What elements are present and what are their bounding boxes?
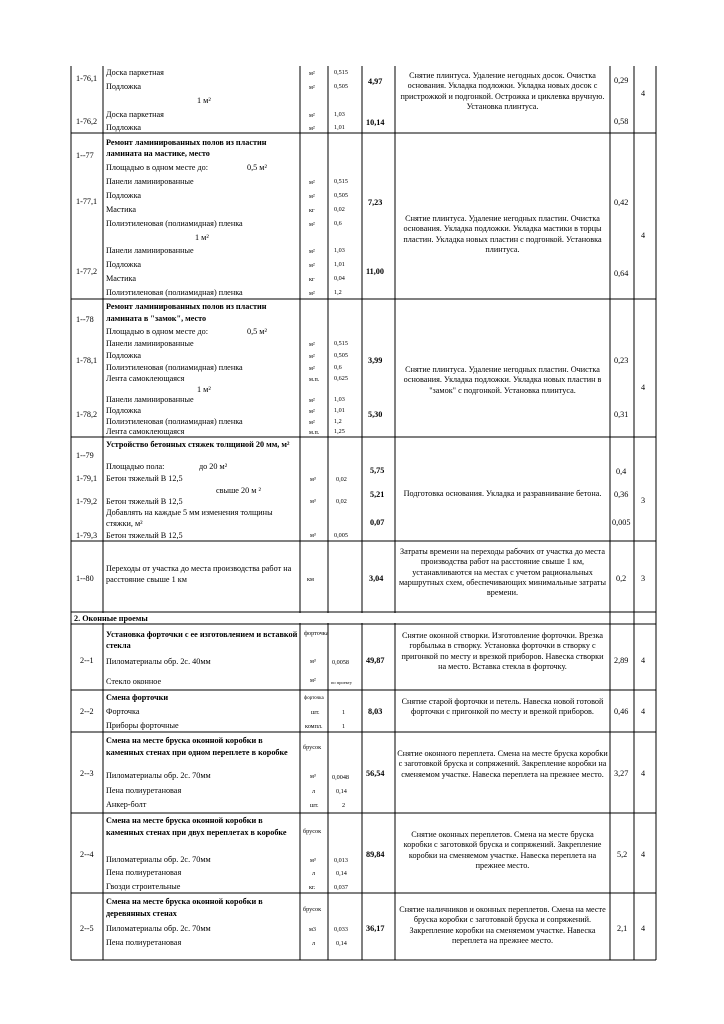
section-title: Смена на месте бруска оконной коробки в каменных стенах при двух переплетах в коробке [106,816,287,837]
category-coef: 2,89 [614,656,629,665]
material-name: Пена полиуретановая [106,868,182,877]
unit: л [312,870,316,877]
category-coef: 0,005 [612,518,631,527]
material-name: Подложка [106,351,142,360]
unit: м² [309,84,315,91]
material-name: Бетон тяжелый В 12,5 [106,497,183,506]
unit: км [307,576,314,583]
section-title: Смена на месте бруска оконной коробки в деревянных стенах [106,897,263,918]
row-code: 2--1 [80,656,94,665]
material-name: Лента самоклеющаяся [106,374,185,383]
subgroup-label: 1 м² [195,233,209,242]
unit: брусок [303,828,322,835]
norm-value: 0,04 [334,275,345,282]
unit: м² [309,365,315,372]
section-title: Переходы от участка до места производства работ на расстояние свыше 1 км [106,564,292,584]
work-description: Снятие плинтуса. Удаление негодных пластин. Очистка основания. Укладка подложки. Укладка мастики в торцы пластин. Укладка новых пластин с подгонкой. Установка плинтуса. [403,214,602,254]
unit: м³ [310,773,316,780]
unit: компл. [305,723,323,730]
norm-value: 1,03 [334,247,345,254]
material-name: Гвозди строительные [106,882,181,891]
material-name: Пена полиуретановая [106,938,182,947]
material-name: Панели ламинированные [106,339,194,348]
worker-grade: 3 [641,574,646,583]
material-name: Форточка [106,707,140,716]
norm-value: 0,14 [336,870,347,877]
material-name: Подложка [106,191,142,200]
material-name: Пиломатериалы обр. 2с. 70мм [106,924,211,933]
unit: шт. [310,802,319,809]
work-description: Снятие плинтуса. Удаление негодных пластин. Очистка основания. Укладка подложки. Укладка новых пластин в "замок" с подгонкой. Установка плинтуса. [403,365,602,395]
area-label: Площадью в одном месте до: [106,327,209,336]
norm-value: по проекту [331,680,353,685]
material-name: Приборы форточные [106,721,179,730]
norm-value: 0,6 [334,220,342,227]
worker-grade: 4 [641,383,646,392]
material-name: Пена полиуретановая [106,786,182,795]
row-code: 1-79,2 [76,497,98,506]
norm-value: 0,013 [334,857,348,864]
unit: м² [309,262,315,269]
category-coef: 0,42 [614,198,629,207]
material-name: Пиломатериалы обр. 2с. 70мм [106,855,211,864]
section-title: Ремонт ламинированных полов из пластин ламината на мастике, место [106,138,267,158]
work-description: Затраты времени на переходы рабочих от участка до места производства работ на расстояние свыше 1 км, устанавливаются на местах с учетом рациональных маршрутных схем, обеспечивающих минимальные затраты времени. [399,547,606,598]
norm-value: 1,2 [334,289,342,296]
norm-value: 1,03 [334,396,345,403]
unit: м² [309,408,315,415]
work-description: Снятие оконной створки. Изготовление форточки. Врезка горбылька в створку. Установка форточки в створку с пригонкой по месту и врезкой приборов. Навеска створки на место. Вставка стекла в форточку. [401,631,604,671]
unit: м² [309,221,315,228]
subgroup-label: свыше 20 м ² [216,486,261,495]
unit: м³ [310,532,316,539]
norm-value: 0,14 [336,788,347,795]
time-norm: 5,21 [370,490,385,499]
category-coef: 0,4 [616,467,627,476]
unit: л [312,788,316,795]
area-label: Площадью пола: [106,462,165,471]
material-name: Подложка [106,406,142,415]
unit: м² [309,397,315,404]
norm-value: 0,037 [334,884,348,891]
material-name: Панели ламинированные [106,177,194,186]
unit: м² [309,125,315,132]
norm-value: 0,505 [334,352,348,359]
work-description: Снятие старой форточки и петель. Навеска новой готовой форточки с пригонкой по месту и врезкой приборов. [401,697,604,717]
material-name: Панели ламинированные [106,246,194,255]
norm-value: 0,02 [336,476,347,483]
material-name: Лента самоклеющаяся [106,427,185,436]
norm-value: 0,515 [334,178,348,185]
unit: м² [309,248,315,255]
unit: м3 [309,926,317,933]
unit: м² [309,112,315,119]
norm-value: 0,033 [334,926,348,933]
norm-value: 1 [342,709,346,716]
norm-value: 1,03 [334,111,345,118]
unit: м.п. [309,429,320,436]
unit: м³ [310,476,316,483]
row-code: 1--80 [76,574,94,583]
work-description: Снятие наличников и оконных переплетов. Смена на месте бруска коробки с заготовкой бруска и сопряжений. Закрепление коробки на сменяемом участке. Навеска переплета на прежнее место. [399,905,606,945]
category-coef: 0,46 [614,707,629,716]
section-title: Установка форточки с ее изготовлением и вставкой стекла [106,630,298,650]
category-coef: 0,23 [614,356,629,365]
area-value: до 20 м² [199,462,228,471]
unit: м² [309,419,315,426]
subgroup-label: 1 м² [197,96,211,105]
norm-value: 0,625 [334,375,348,382]
norm-value: 0,0048 [332,774,350,781]
material-name: Пиломатериалы обр. 2с. 70мм [106,771,211,780]
row-code: 1-79,1 [76,474,98,483]
time-norm: 11,00 [366,267,384,276]
category-coef: 0,58 [614,117,629,126]
worker-grade: 4 [641,656,646,665]
norm-value: 0,505 [334,83,348,90]
work-description: Подготовка основания. Укладка и разравнивание бетона. [403,489,602,498]
area-label: Площадью в одном месте до: [106,163,209,172]
unit: м.п. [309,376,320,383]
row-code: 2--3 [80,769,94,778]
material-name: Анкер-болт [106,800,147,809]
unit: кг [309,207,315,214]
worker-grade: 4 [641,707,646,716]
material-name: Стекло оконное [106,677,162,686]
time-norm: 5,75 [370,466,385,475]
worker-grade: 4 [641,89,646,98]
material-name: Бетон тяжелый В 12,5 [106,531,183,540]
material-name: Мастика [106,274,136,283]
time-norm: 8,03 [368,707,383,716]
area-value: 0,5 м² [247,327,267,336]
material-name: Полиэтиленовая (полиамидная) пленка [106,219,243,228]
norm-value: 0,515 [334,340,348,347]
time-norm: 5,30 [368,410,383,419]
material-name: Полиэтиленовая (полиамидная) пленка [106,417,243,426]
category-coef: 3,27 [614,769,629,778]
unit: шт. [311,709,320,716]
category-coef: 0,29 [614,76,629,85]
worker-grade: 4 [641,850,646,859]
category-coef: 5,2 [617,850,628,859]
norm-value: 0,02 [334,206,345,213]
row-code: 2--4 [80,850,94,859]
norm-value: 2 [342,802,346,809]
unit: м² [310,677,316,684]
norm-value: 1,2 [334,418,342,425]
row-code: 1-78,2 [76,410,98,419]
worker-grade: 3 [641,496,646,505]
category-coef: 0,36 [614,490,629,499]
unit: кг. [309,884,316,891]
time-norm: 36,17 [366,924,385,933]
unit: л [312,940,316,947]
material-name: Полиэтиленовая (полиамидная) пленка [106,288,243,297]
time-norm: 0,07 [370,518,385,527]
unit: форточка [304,696,324,701]
unit: м³ [310,658,316,665]
unit: брусок [303,906,322,913]
time-norm: 7,23 [368,198,383,207]
section-title: Смена форточки [106,693,169,702]
row-code: 1-78,1 [76,356,98,365]
work-description: Снятие оконных переплетов. Смена на месте бруска коробки с заготовкой бруска и сопряжений. Закрепление коробки на сменяемом участке. Навеска переплета на прежнее место. [403,830,602,870]
time-norm: 3,04 [369,574,384,583]
norm-value: 1,01 [334,261,345,268]
time-norm: 4,97 [368,77,383,86]
row-code: 1-77,2 [76,267,98,276]
norm-value: 1,01 [334,407,345,414]
material-name: Доска паркетная [106,110,164,119]
time-norm: 49,87 [366,656,385,665]
time-norm: 89,84 [366,850,385,859]
time-norm: 56,54 [366,769,385,778]
material-name: Подложка [106,260,142,269]
section-heading: 2. Оконные проемы [74,614,148,623]
row-code: 1-79,3 [76,531,98,540]
norm-value: 0,6 [334,364,342,371]
norm-value: 0,02 [336,498,347,505]
material-name: Подложка [106,82,142,91]
unit: кг [309,276,315,283]
row-code: 2--5 [80,924,94,933]
unit: форточка [304,630,329,637]
category-coef: 0,2 [616,574,627,583]
unit: м² [309,341,315,348]
norm-value: 1,25 [334,428,345,435]
subgroup-label: 1 м² [197,385,211,394]
norm-value: 0,005 [334,532,348,539]
row-code: 1--77 [76,151,94,160]
norm-value: 0,515 [334,69,348,76]
additional-note: Добавлять на каждые 5 мм изменения толщины стяжки, м² [106,508,273,528]
material-name: Пиломатериалы обр. 2с. 40мм [106,657,211,666]
unit: м² [309,290,315,297]
row-code: 1--79 [76,451,94,460]
norm-value: 1,01 [334,124,345,131]
time-norm: 3,99 [368,356,383,365]
worker-grade: 4 [641,231,646,240]
section-title: Ремонт ламинированных полов из пластин ламината в "замок", место [106,302,267,323]
row-code: 2--2 [80,707,94,716]
material-name: Подложка [106,123,142,132]
category-coef: 2,1 [617,924,628,933]
category-coef: 0,31 [614,410,629,419]
norm-value: 1 [342,723,346,730]
material-name: Полиэтиленовая (полиамидная) пленка [106,363,243,372]
category-coef: 0,64 [614,269,629,278]
section-title: Смена на месте бруска оконной коробки в каменных стенах при одном переплете в коробке [106,736,288,757]
unit: м³ [310,498,316,505]
time-norm: 10,14 [366,118,385,127]
unit: брусок [303,744,322,751]
worker-grade: 4 [641,769,646,778]
unit: м³ [310,857,316,864]
material-name: Бетон тяжелый В 12,5 [106,474,183,483]
norm-value: 0,14 [336,940,347,947]
row-code: 1--78 [76,315,94,324]
material-name: Мастика [106,205,136,214]
material-name: Панели ламинированные [106,395,194,404]
work-description: Снятие плинтуса. Удаление негодных досок. Очистка основания. Укладка подложки. Укладка новых досок с пристрожкой и подгонкой. Острожка и циклевка вручную. Установка плинтуса. [400,71,605,111]
norm-value: 0,505 [334,192,348,199]
norm-value: 0,0058 [332,659,350,666]
section-title: Устройство бетонных стяжек толщиной 20 мм, м² [106,440,290,449]
area-value: 0,5 м² [247,163,267,172]
row-code: 1-76,1 [76,74,98,83]
unit: м² [309,353,315,360]
row-code: 1-76,2 [76,117,98,126]
worker-grade: 4 [641,924,646,933]
work-description: Снятие оконного переплета. Смена на месте бруска коробки с заготовкой бруска и сопряжений. Закрепление коробки на сменяемом участке. Навеска переплета на прежнее место. [397,749,608,779]
unit: м² [309,193,315,200]
unit: м² [309,70,315,77]
unit: м² [309,179,315,186]
row-code: 1-77,1 [76,197,98,206]
material-name: Доска паркетная [106,68,164,77]
